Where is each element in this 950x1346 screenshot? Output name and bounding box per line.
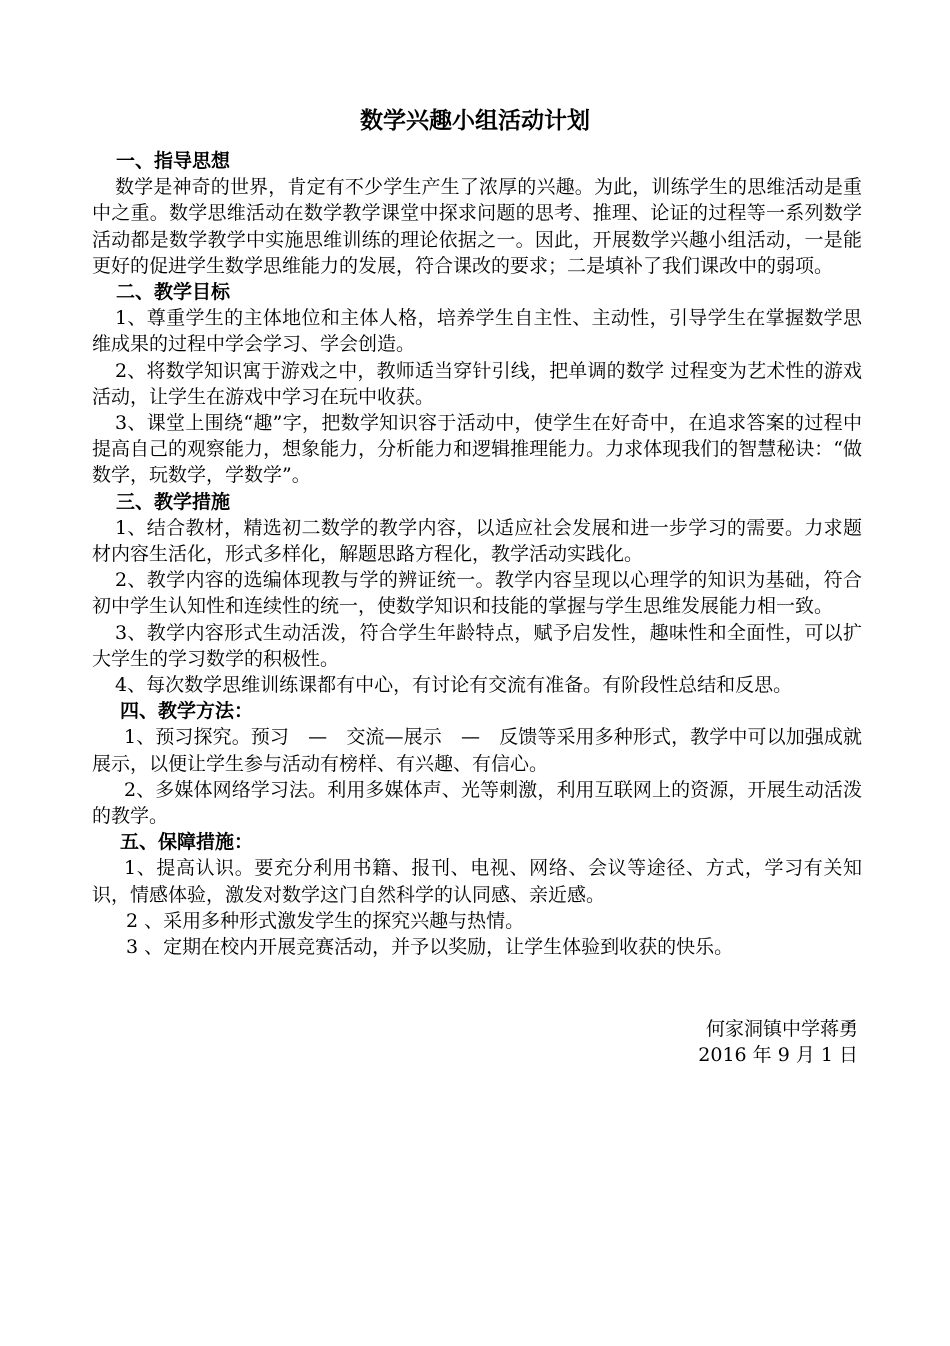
paragraph: 2、将数学知识寓于游戏之中，教师适当穿针引线，把单调的数学 过程变为艺术性的游戏活动，让学生在游戏中学习在玩中收获。 xyxy=(92,359,862,408)
section-heading-guiding-thought: 一、指导思想 xyxy=(116,150,231,172)
paragraph: 3 、定期在校内开展竞赛活动，并予以奖励，让学生体验到收获的快乐。 xyxy=(126,936,734,959)
paragraph: 1、结合教材，精选初二数学的教学内容，以适应社会发展和进一步学习的需要。力求题材内容生活化，形式多样化，解题思路方程化，教学活动实践化。 xyxy=(92,516,862,566)
section-heading-teaching-methods: 四、教学方法： xyxy=(120,700,254,723)
paragraph: 3、课堂上围绕“趣”字，把数学知识容于活动中，使学生在好奇中，在追求答案的过程中提高自己的观察能力，想象能力，分析能力和逻辑推理能力。力求体现我们的智慧秘诀：“做数学，玩数学，学数学”。 xyxy=(92,412,862,487)
signature-author: 何家洞镇中学蒋勇 xyxy=(705,1018,858,1040)
section-heading-safeguards: 五、保障措施： xyxy=(120,831,254,854)
paragraph: 4、每次数学思维训练课都有中心，有讨论有交流有准备。有阶段性总结和反思。 xyxy=(115,674,793,697)
section-heading-teaching-goals: 二、教学目标 xyxy=(116,281,231,304)
paragraph: 1、提高认识。要充分利用书籍、报刊、电视、网络、会议等途径、方式，学习有关知识，情感体验，激发对数学这门自然科学的认同感、亲近感。 xyxy=(92,857,862,906)
section-heading-teaching-measures: 三、教学措施 xyxy=(116,490,231,513)
signature-block xyxy=(698,1016,858,1068)
paragraph: 2 、采用多种形式激发学生的探究兴趣与热情。 xyxy=(126,909,525,932)
paragraph: 2、多媒体网络学习法。利用多媒体声、光等刺激，利用互联网上的资源，开展生动活泼的教学。 xyxy=(92,778,862,828)
paragraph: 2、教学内容的选编体现教与学的辨证统一。教学内容呈现以心理学的知识为基础，符合初中学生认知性和连续性的统一，使数学知识和技能的掌握与学生思维发展能力相一致。 xyxy=(92,569,862,618)
paragraph: 1、预习探究。预习 — 交流—展示 — 反馈等采用多种形式，教学中可以加强成就展示，以便让学生参与活动有榜样、有兴趣、有信心。 xyxy=(92,726,862,775)
paragraph: 1、尊重学生的主体地位和主体人格，培养学生自主性、主动性，引导学生在掌握数学思维成果的过程中学会学习、学会创造。 xyxy=(92,307,862,356)
signature-date: 2016 年 9 月 1 日 xyxy=(698,1044,858,1067)
paragraph: 3、教学内容形式生动活泼，符合学生年龄特点，赋予启发性，趣味性和全面性，可以扩大学生的学习数学的积极性。 xyxy=(92,621,862,670)
paragraph: 数学是神奇的世界，肯定有不少学生产生了浓厚的兴趣。为此，训练学生的思维活动是重中之重。数学思维活动在数学教学课堂中探求问题的思考、推理、论证的过程等一系列数学活动都是数学教学中实施思维训练的理论依据之一。因此，开展数学兴趣小组活动，一是能更好的促进学生数学思维能力的发展，符合课改的要求；二是填补了我们课改中的弱项。 xyxy=(92,176,862,277)
document-body xyxy=(92,148,862,960)
document-title: 数学兴趣小组活动计划 xyxy=(360,107,590,134)
